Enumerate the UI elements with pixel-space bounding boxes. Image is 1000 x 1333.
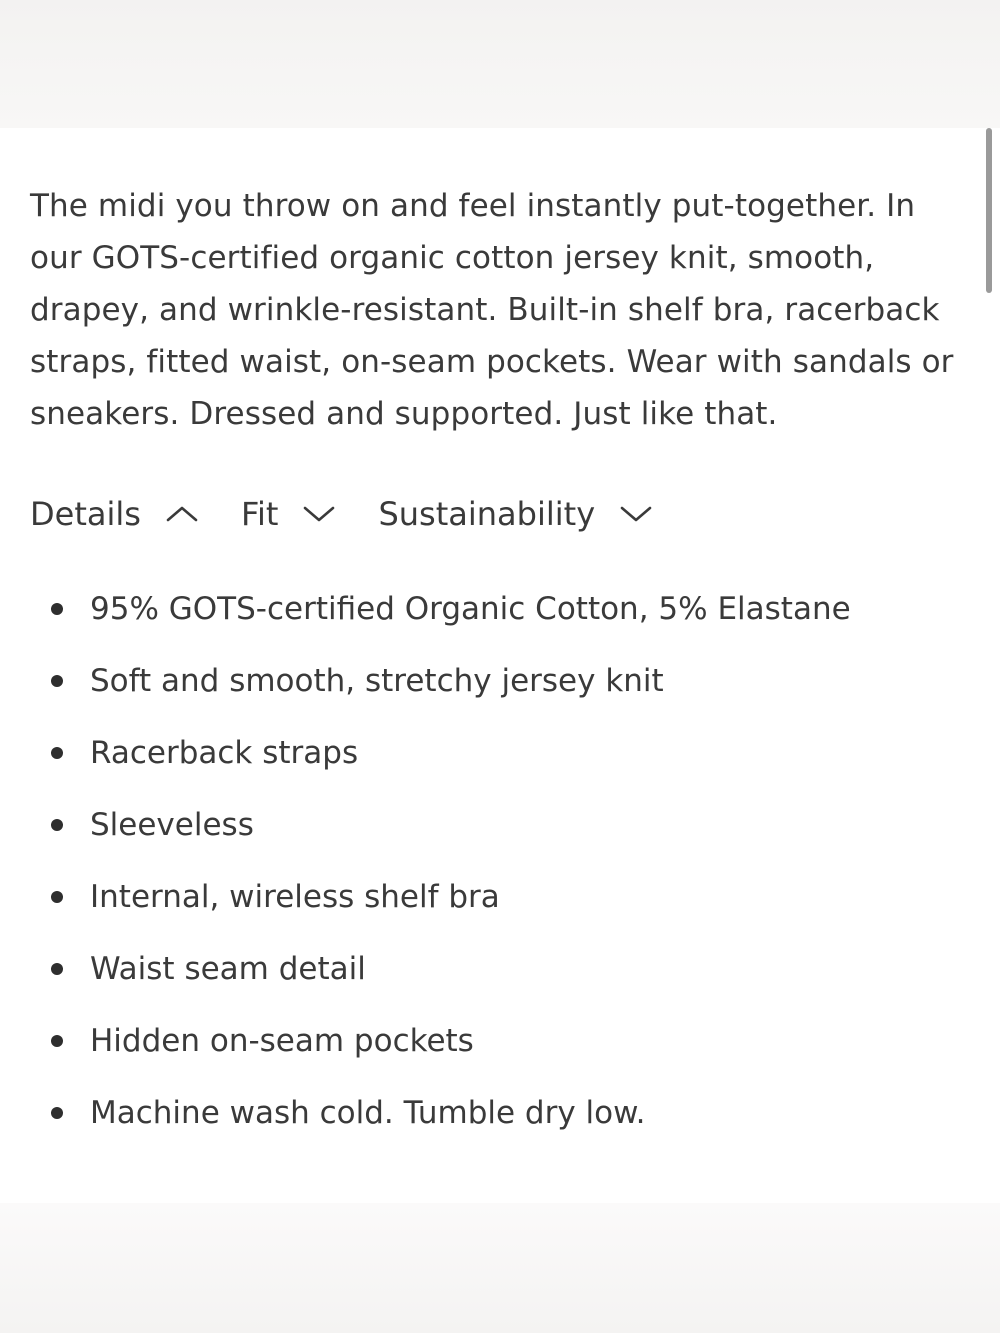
- tab-fit[interactable]: [241, 491, 337, 537]
- bottom-backdrop: [0, 1203, 1000, 1333]
- tab-sustainability-label: Sustainability: [378, 495, 596, 533]
- tab-details[interactable]: [30, 491, 199, 537]
- list-item: [0, 861, 960, 933]
- list-item-text: 95% GOTS-certified Organic Cotton, 5% Elastane: [90, 591, 851, 627]
- list-item-text: Soft and smooth, stretchy jersey knit: [90, 663, 664, 699]
- bullet-icon: [51, 963, 63, 975]
- list-item: [0, 789, 960, 861]
- tab-sustainability[interactable]: [378, 491, 653, 537]
- product-description: The midi you throw on and feel instantly put-together. In our GOTS-certified organic cotton jersey knit, smooth, drapey, and wrinkle-resistant. Built-in shelf bra, racerback straps, fitted waist, on-seam pockets. Wear with sandals or sneakers. Dressed and supported. Just like that.: [30, 188, 954, 432]
- details-list: [0, 573, 960, 1149]
- bullet-icon: [51, 819, 63, 831]
- top-backdrop: [0, 0, 1000, 128]
- accordion-tabs: [30, 490, 653, 538]
- tab-details-label: Details: [30, 495, 141, 533]
- bullet-icon: [51, 1107, 63, 1119]
- list-item: [0, 573, 960, 645]
- list-item-text: Machine wash cold. Tumble dry low.: [90, 1095, 646, 1131]
- list-item: [0, 933, 960, 1005]
- bullet-icon: [51, 1035, 63, 1047]
- chevron-down-icon: [619, 504, 653, 524]
- list-item-text: Racerback straps: [90, 735, 359, 771]
- list-item: [0, 717, 960, 789]
- list-item-text: Hidden on-seam pockets: [90, 1023, 474, 1059]
- bullet-icon: [51, 675, 63, 687]
- bullet-icon: [51, 603, 63, 615]
- list-item-text: Sleeveless: [90, 807, 254, 843]
- scrollbar-thumb[interactable]: [986, 128, 992, 293]
- bullet-icon: [51, 747, 63, 759]
- list-item: [0, 1077, 960, 1149]
- chevron-down-icon: [302, 504, 336, 524]
- tab-fit-label: Fit: [240, 495, 279, 533]
- chevron-up-icon: [165, 504, 199, 524]
- list-item-text: Waist seam detail: [90, 951, 366, 987]
- list-item-text: Internal, wireless shelf bra: [90, 879, 500, 915]
- bullet-icon: [51, 891, 63, 903]
- list-item: [0, 1005, 960, 1077]
- list-item: [0, 645, 960, 717]
